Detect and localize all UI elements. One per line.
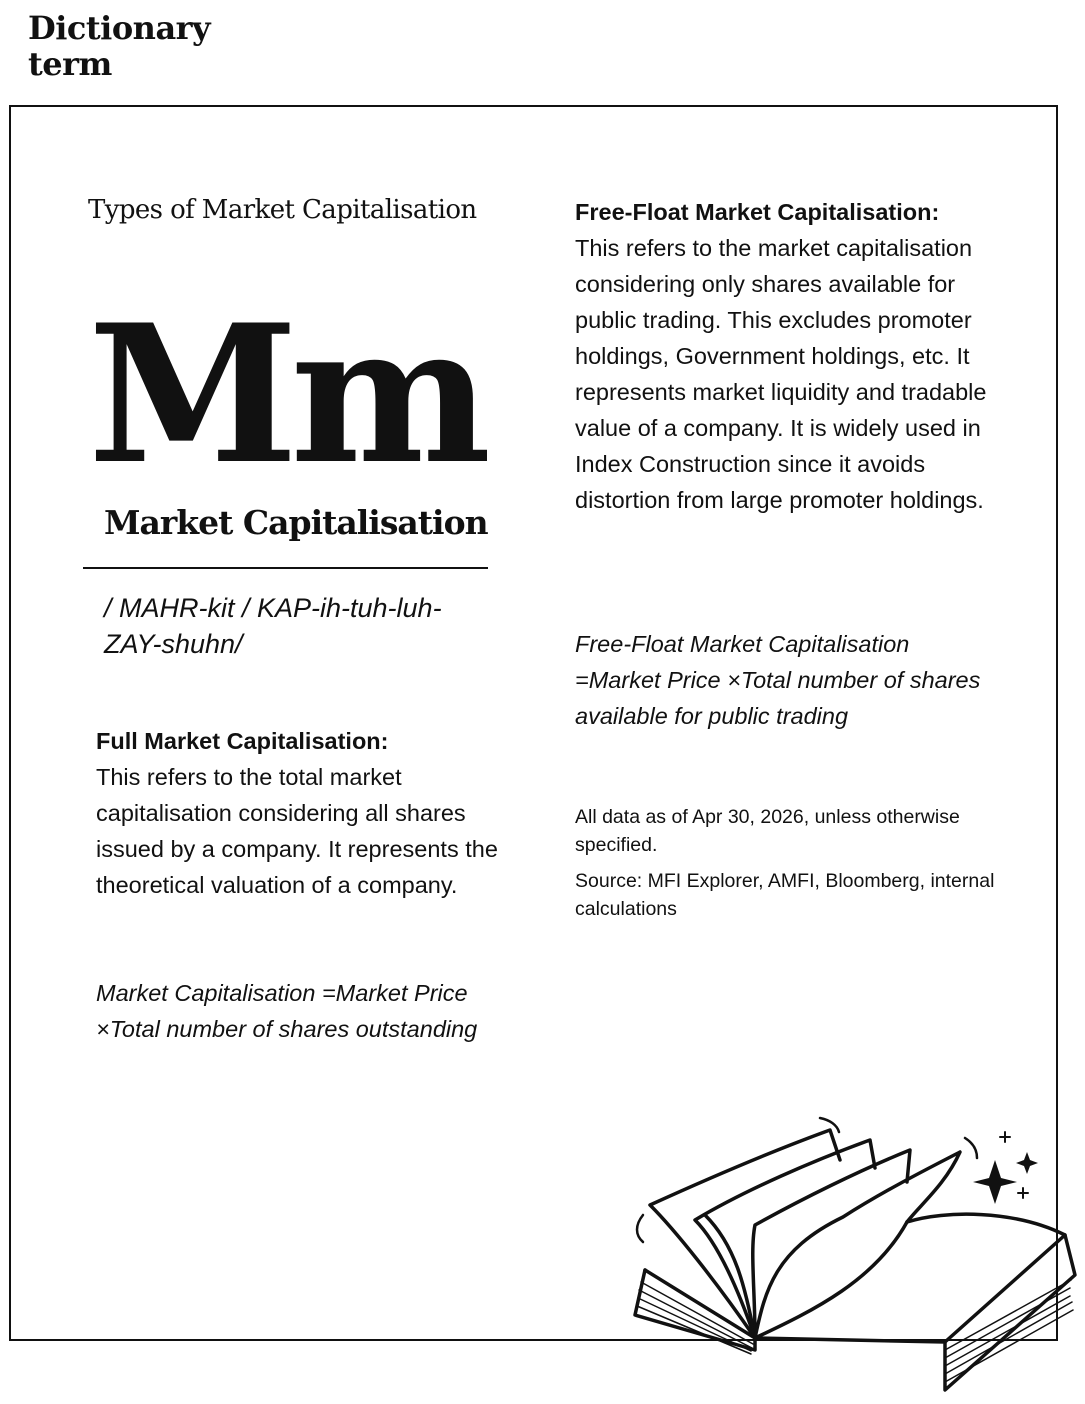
full-market-cap-formula: Market Capitalisation =Market Price ×Total number of shares outstanding [96, 980, 478, 1042]
divider [83, 567, 488, 569]
data-as-of-note: All data as of Apr 30, 2026, unless otherwise specified. [575, 806, 960, 856]
free-float-description: This refers to the market capitalisation considering only shares available for public trading. This excludes promoter holdings, Government holdings, etc. It represents market liquidity and tradable value of a company. It is widely used in Index Construction since it avoids distortion from large promoter holdings. [575, 235, 987, 513]
sparkle-icon [973, 1152, 1038, 1204]
pronunciation: / MAHR-kit / KAP-ih-tuh-luh-ZAY-shuhn/ [104, 593, 442, 659]
full-market-cap-description: This refers to the total market capitalisation considering all shares issued by a company. It represents the theoretical valuation of a company. [96, 764, 498, 898]
section-heading: Types of Market Capitalisation [88, 195, 477, 225]
term-name: Market Capitalisation [104, 503, 488, 542]
open-book-icon [625, 1110, 1085, 1404]
free-float-definition [575, 194, 1015, 518]
full-market-cap-definition [96, 723, 506, 903]
full-market-cap-label: Full Market Capitalisation: [96, 728, 389, 754]
source-note: Source: MFI Explorer, AMFI, Bloomberg, internal calculations [575, 870, 995, 920]
free-float-label: Free-Float Market Capitalisation: [575, 199, 940, 225]
page-title: Dictionary term [28, 9, 211, 83]
free-float-formula: Free-Float Market Capitalisation =Market Price ×Total number of shares available for public trading [575, 631, 981, 729]
term-initials: Mm [88, 283, 484, 506]
